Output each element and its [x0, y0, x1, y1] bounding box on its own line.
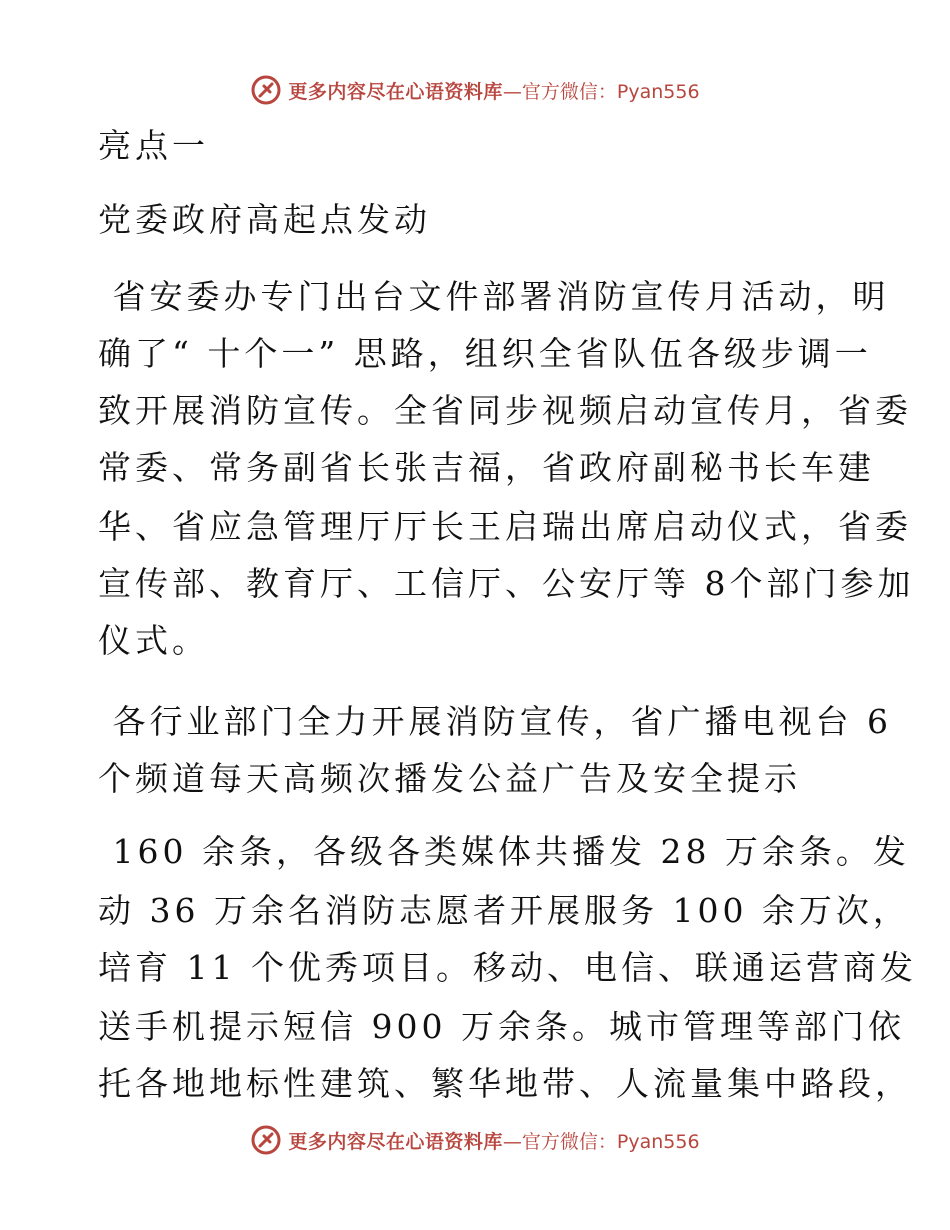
paragraph-line: 华、省应急管理厅厅长王启瑞出席启动仪式，省委 — [98, 507, 912, 546]
paragraph-line: 常委、常务副省长张吉福，省政府副秘书长车建 — [98, 448, 875, 487]
paragraph-line: 培育 11 个优秀项目。移动、电信、联通运营商发 — [98, 948, 917, 987]
watermark-text: 更多内容尽在心语资料库 — [288, 80, 503, 103]
paragraph-line: 各行业部门全力开展消防宣传，省广播电视台 6 — [98, 702, 892, 741]
paragraph-line: 动 36 万余名消防志愿者开展服务 100 余万次， — [98, 891, 910, 930]
watermark-text: 更多内容尽在心语资料库 — [288, 1130, 503, 1153]
watermark-wechat: —官方微信：Pyan556 — [502, 80, 700, 103]
subheading: 党委政府高起点发动 — [98, 200, 431, 239]
heading: 亮点一 — [98, 126, 209, 165]
watermark-wechat: —官方微信：Pyan556 — [502, 1130, 700, 1153]
paragraph-line: 托各地地标性建筑、繁华地带、人流量集中路段， — [98, 1064, 912, 1103]
paragraph-line: 确了“ 十个一” 思路，组织全省队伍各级步调一 — [98, 334, 872, 373]
paragraph-line: 宣传部、教育厅、工信厅、公安厅等 8个部门参加 — [98, 564, 915, 603]
brand-logo-icon — [250, 74, 282, 106]
paragraph-line: 仪式。 — [98, 621, 209, 660]
brand-logo-icon — [250, 1124, 282, 1156]
footer-watermark — [0, 1120, 950, 1160]
paragraph-line: 致开展消防宣传。全省同步视频启动宣传月，省委 — [98, 391, 912, 430]
paragraph-line: 送手机提示短信 900 万余条。城市管理等部门依 — [98, 1007, 905, 1046]
paragraph-line: 个频道每天高频次播发公益广告及安全提示 — [98, 759, 801, 798]
paragraph-line: 省安委办专门出台文件部署消防宣传月活动，明 — [98, 277, 890, 316]
header-watermark — [0, 70, 950, 110]
paragraph-line: 160 余条，各级各类媒体共播发 28 万余条。发 — [98, 832, 910, 871]
